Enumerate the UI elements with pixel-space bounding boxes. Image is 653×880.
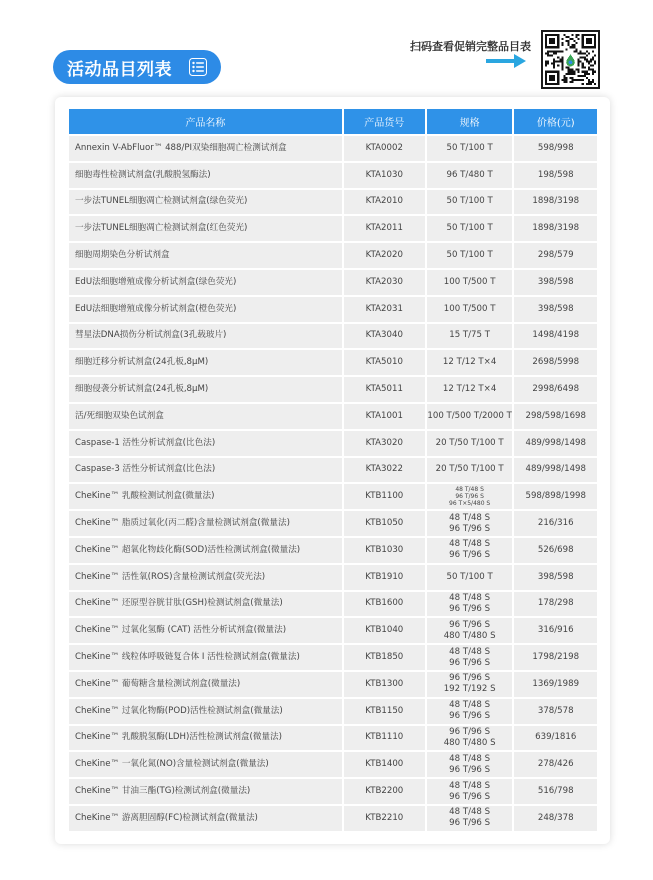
product-code-cell: KTB2200	[344, 779, 425, 804]
table-row	[69, 779, 597, 804]
spec-line: 48 T/48 S	[449, 592, 491, 603]
product-spec-cell	[427, 806, 513, 831]
product-price-cell: 489/998/1498	[514, 458, 597, 483]
product-code-cell: KTA5011	[344, 377, 425, 402]
product-price-cell: 639/1816	[514, 726, 597, 751]
product-spec-cell	[427, 484, 513, 509]
spec-line: 96 T×5/480 S	[449, 500, 491, 508]
table-row	[69, 350, 597, 375]
table-row	[69, 190, 597, 215]
product-spec-cell	[427, 779, 513, 804]
product-name-cell: 彗星法DNA损伤分析试剂盒(3孔载玻片)	[69, 324, 342, 349]
page-title: 活动品目列表	[67, 59, 172, 80]
product-price-cell: 216/316	[514, 511, 597, 536]
spec-line: 20 T/50 T/100 T	[435, 437, 504, 448]
spec-line: 480 T/480 S	[443, 630, 496, 641]
scan-instruction: 扫码查看促销完整品目表	[410, 40, 531, 53]
spec-line: 48 T/48 S	[455, 486, 484, 494]
product-name-cell: 活/死细胞双染色试剂盒	[69, 404, 342, 429]
product-price-cell: 598/998	[514, 136, 597, 161]
product-name-cell: 细胞侵袭分析试剂盒(24孔板,8μM)	[69, 377, 342, 402]
product-price-cell: 316/916	[514, 618, 597, 643]
table-row	[69, 458, 597, 483]
table-row	[69, 645, 597, 670]
product-name-cell: CheKine™ 脂质过氧化(丙二醛)含量检测试剂盒(微量法)	[69, 511, 342, 536]
table-row	[69, 297, 597, 322]
spec-line: 48 T/48 S	[449, 512, 491, 523]
product-spec-cell	[427, 431, 513, 456]
spec-line: 50 T/100 T	[446, 142, 493, 153]
product-spec-cell	[427, 163, 513, 188]
spec-line: 12 T/12 T×4	[442, 384, 497, 395]
product-code-cell: KTB1050	[344, 511, 425, 536]
product-name-cell: CheKine™ 线粒体呼吸链复合体 I 活性检测试剂盒(微量法)	[69, 645, 342, 670]
product-code-cell: KTB1400	[344, 752, 425, 777]
product-code-cell: KTA2031	[344, 297, 425, 322]
product-code-cell: KTA2011	[344, 216, 425, 241]
product-spec-cell	[427, 618, 513, 643]
table-row	[69, 618, 597, 643]
spec-line: 48 T/48 S	[449, 753, 491, 764]
product-name-cell: CheKine™ 甘油三酯(TG)检测试剂盒(微量法)	[69, 779, 342, 804]
product-name-cell: EdU法细胞增殖成像分析试剂盒(橙色荧光)	[69, 297, 342, 322]
product-spec-cell	[427, 538, 513, 563]
product-price-cell: 516/798	[514, 779, 597, 804]
qr-code-pattern	[545, 34, 596, 85]
table-row	[69, 752, 597, 777]
product-table	[67, 107, 599, 833]
spec-line: 50 T/100 T	[446, 223, 493, 234]
product-price-cell: 198/598	[514, 163, 597, 188]
product-code-cell: KTA3020	[344, 431, 425, 456]
table-row	[69, 511, 597, 536]
product-name-cell: CheKine™ 一氧化氮(NO)含量检测试剂盒(微量法)	[69, 752, 342, 777]
product-spec-cell	[427, 511, 513, 536]
product-price-cell: 178/298	[514, 592, 597, 617]
spec-line: 48 T/48 S	[449, 646, 491, 657]
product-name-cell: Caspase-3 活性分析试剂盒(比色法)	[69, 458, 342, 483]
product-price-cell: 378/578	[514, 699, 597, 724]
product-name-cell: Caspase-1 活性分析试剂盒(比色法)	[69, 431, 342, 456]
column-header-spec: 规格	[427, 109, 513, 134]
product-name-cell: CheKine™ 乳酸检测试剂盒(微量法)	[69, 484, 342, 509]
product-spec-cell	[427, 136, 513, 161]
spec-line: 50 T/100 T	[446, 571, 493, 582]
table-row	[69, 324, 597, 349]
product-price-cell: 298/598/1698	[514, 404, 597, 429]
product-price-cell: 598/898/1998	[514, 484, 597, 509]
product-price-cell: 398/598	[514, 565, 597, 590]
table-row	[69, 431, 597, 456]
product-price-cell: 1498/4198	[514, 324, 597, 349]
product-spec-cell	[427, 565, 513, 590]
spec-line: 100 T/500 T/2000 T	[427, 410, 512, 421]
product-spec-cell	[427, 216, 513, 241]
spec-line: 15 T/75 T	[449, 330, 490, 341]
table-row	[69, 565, 597, 590]
product-spec-cell	[427, 377, 513, 402]
product-code-cell: KTB1030	[344, 538, 425, 563]
product-price-cell: 2998/6498	[514, 377, 597, 402]
product-price-cell: 526/698	[514, 538, 597, 563]
table-row	[69, 270, 597, 295]
table-row	[69, 404, 597, 429]
arrow-right-icon	[486, 54, 526, 68]
product-price-cell: 489/998/1498	[514, 431, 597, 456]
product-name-cell: 细胞周期染色分析试剂盒	[69, 243, 342, 268]
product-spec-cell	[427, 243, 513, 268]
list-icon	[189, 58, 207, 76]
spec-line: 100 T/500 T	[443, 276, 496, 287]
product-name-cell: CheKine™ 过氧化物酶(POD)活性检测试剂盒(微量法)	[69, 699, 342, 724]
product-code-cell: KTB1850	[344, 645, 425, 670]
spec-line: 96 T/480 T	[446, 169, 493, 180]
product-name-cell: CheKine™ 超氧化物歧化酶(SOD)活性检测试剂盒(微量法)	[69, 538, 342, 563]
product-price-cell: 1369/1989	[514, 672, 597, 697]
product-price-cell: 1898/3198	[514, 216, 597, 241]
spec-line: 48 T/48 S	[449, 700, 491, 711]
product-name-cell: CheKine™ 活性氧(ROS)含量检测试剂盒(荧光法)	[69, 565, 342, 590]
spec-line: 96 T/96 S	[449, 550, 491, 561]
product-code-cell: KTA2020	[344, 243, 425, 268]
spec-line: 12 T/12 T×4	[442, 357, 497, 368]
product-name-cell: CheKine™ 过氧化氢酶 (CAT) 活性分析试剂盒(微量法)	[69, 618, 342, 643]
spec-line: 50 T/100 T	[446, 196, 493, 207]
product-spec-cell	[427, 592, 513, 617]
product-code-cell: KTA5010	[344, 350, 425, 375]
product-code-cell: KTA2010	[344, 190, 425, 215]
product-price-cell: 398/598	[514, 297, 597, 322]
table-row	[69, 592, 597, 617]
product-code-cell: KTB1600	[344, 592, 425, 617]
product-code-cell: KTA3040	[344, 324, 425, 349]
spec-line: 48 T/48 S	[449, 807, 491, 818]
spec-line: 96 T/96 S	[449, 523, 491, 534]
spec-line: 96 T/96 S	[449, 711, 491, 722]
product-spec-cell	[427, 324, 513, 349]
spec-line: 96 T/96 S	[449, 764, 491, 775]
product-spec-cell	[427, 190, 513, 215]
column-header-name: 产品名称	[69, 109, 342, 134]
product-code-cell: KTB1150	[344, 699, 425, 724]
product-price-cell: 278/426	[514, 752, 597, 777]
qr-code[interactable]	[541, 30, 600, 89]
product-price-cell: 398/598	[514, 270, 597, 295]
product-code-cell: KTB1040	[344, 618, 425, 643]
table-row	[69, 243, 597, 268]
table-row	[69, 377, 597, 402]
spec-line: 192 T/192 S	[443, 684, 496, 695]
product-spec-cell	[427, 350, 513, 375]
product-code-cell: KTB1100	[344, 484, 425, 509]
product-code-cell: KTA2030	[344, 270, 425, 295]
spec-line: 20 T/50 T/100 T	[435, 464, 504, 475]
table-header-row	[69, 109, 597, 134]
column-header-price: 价格(元)	[514, 109, 597, 134]
product-spec-cell	[427, 752, 513, 777]
spec-line: 96 T/96 S	[449, 673, 491, 684]
product-spec-cell	[427, 726, 513, 751]
product-price-cell: 2698/5998	[514, 350, 597, 375]
product-name-cell: 细胞迁移分析试剂盒(24孔板,8μM)	[69, 350, 342, 375]
product-price-cell: 1798/2198	[514, 645, 597, 670]
table-row	[69, 484, 597, 509]
product-spec-cell	[427, 404, 513, 429]
spec-line: 96 T/96 S	[449, 791, 491, 802]
product-spec-cell	[427, 270, 513, 295]
product-name-cell: CheKine™ 游离胆固醇(FC)检测试剂盒(微量法)	[69, 806, 342, 831]
product-code-cell: KTA1030	[344, 163, 425, 188]
product-code-cell: KTA3022	[344, 458, 425, 483]
spec-line: 96 T/96 S	[449, 603, 491, 614]
table-row	[69, 136, 597, 161]
product-spec-cell	[427, 645, 513, 670]
spec-line: 48 T/48 S	[449, 539, 491, 550]
spec-line: 50 T/100 T	[446, 250, 493, 261]
product-name-cell: EdU法细胞增殖成像分析试剂盒(绿色荧光)	[69, 270, 342, 295]
spec-line: 96 T/96 S	[455, 493, 484, 501]
product-price-cell: 248/378	[514, 806, 597, 831]
table-row	[69, 672, 597, 697]
spec-line: 96 T/96 S	[449, 619, 491, 630]
product-code-cell: KTB1300	[344, 672, 425, 697]
table-row	[69, 163, 597, 188]
product-code-cell: KTB2210	[344, 806, 425, 831]
product-name-cell: 一步法TUNEL细胞凋亡检测试剂盒(绿色荧光)	[69, 190, 342, 215]
product-price-cell: 298/579	[514, 243, 597, 268]
product-name-cell: 细胞毒性检测试剂盒(乳酸脱氢酶法)	[69, 163, 342, 188]
product-name-cell: 一步法TUNEL细胞凋亡检测试剂盒(红色荧光)	[69, 216, 342, 241]
table-row	[69, 806, 597, 831]
product-name-cell: CheKine™ 葡萄糖含量检测试剂盒(微量法)	[69, 672, 342, 697]
product-price-cell: 1898/3198	[514, 190, 597, 215]
product-spec-cell	[427, 699, 513, 724]
spec-line: 96 T/96 S	[449, 818, 491, 829]
product-name-cell: CheKine™ 乳酸脱氢酶(LDH)活性检测试剂盒(微量法)	[69, 726, 342, 751]
product-code-cell: KTA0002	[344, 136, 425, 161]
table-row	[69, 538, 597, 563]
product-spec-cell	[427, 297, 513, 322]
spec-line: 96 T/96 S	[449, 726, 491, 737]
product-code-cell: KTB1110	[344, 726, 425, 751]
table-row	[69, 699, 597, 724]
column-header-code: 产品货号	[344, 109, 425, 134]
spec-line: 100 T/500 T	[443, 303, 496, 314]
page-title-banner	[53, 50, 221, 84]
spec-line: 480 T/480 S	[443, 737, 496, 748]
product-spec-cell	[427, 672, 513, 697]
table-row	[69, 216, 597, 241]
product-spec-cell	[427, 458, 513, 483]
spec-line: 96 T/96 S	[449, 657, 491, 668]
table-row	[69, 726, 597, 751]
product-code-cell: KTA1001	[344, 404, 425, 429]
product-code-cell: KTB1910	[344, 565, 425, 590]
product-name-cell: CheKine™ 还原型谷胱甘肽(GSH)检测试剂盒(微量法)	[69, 592, 342, 617]
spec-line: 48 T/48 S	[449, 780, 491, 791]
product-name-cell: Annexin V-AbFluor™ 488/PI双染细胞凋亡检测试剂盒	[69, 136, 342, 161]
